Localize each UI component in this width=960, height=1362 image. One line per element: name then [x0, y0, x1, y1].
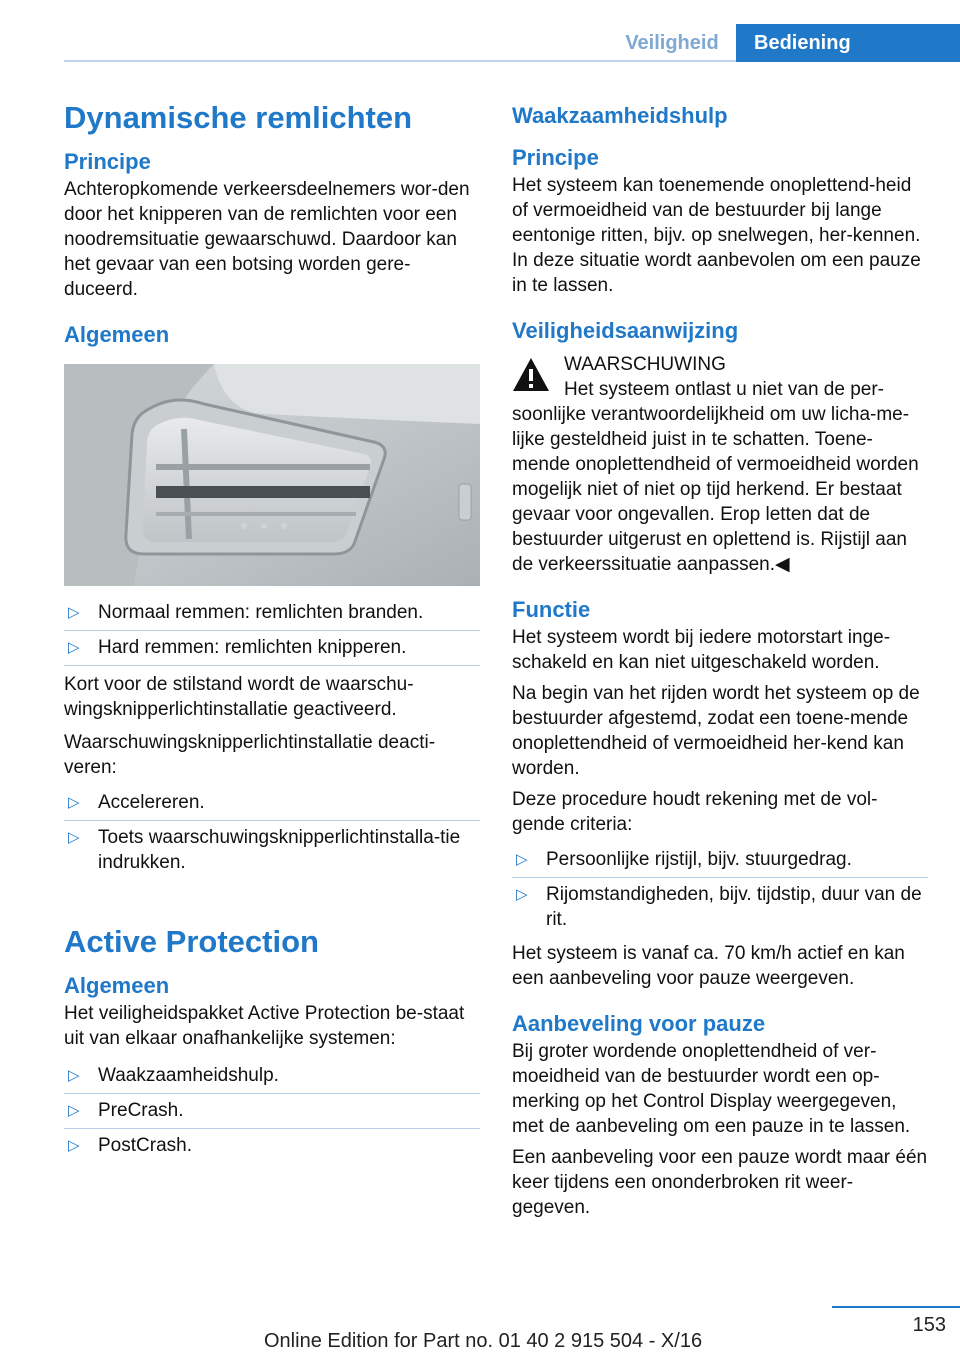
ap-algemeen-heading: Algemeen	[64, 973, 170, 998]
left-column	[64, 96, 480, 1163]
triangle-right-icon: ▷	[516, 886, 528, 903]
list-item: ▷ Toets waarschuwingsknipperlichtinstalla-tie indrukken.	[68, 827, 461, 873]
list-item: ▷ Hard remmen: remlichten knipperen.	[64, 631, 480, 666]
right-principe-heading: Principe	[512, 145, 599, 170]
header-tab-bediening[interactable]: Bediening	[736, 24, 960, 62]
functie-text-3: Deze procedure houdt rekening met de vol-gende criteria:	[512, 789, 878, 835]
pauze-text-2: Een aanbeveling voor een pauze wordt maar één keer tijdens een ononderbroken rit weer-gegeven.	[512, 1147, 928, 1218]
list-item: ▷ Normaal remmen: remlichten branden.	[64, 596, 480, 631]
ap-bullet-list	[64, 1059, 480, 1163]
deactiveren-text: Waarschuwingsknipperlichtinstallatie deacti-veren:	[64, 732, 436, 778]
functie-text-1: Het systeem wordt bij iedere motorstart inge-schakeld en kan niet uitgeschakeld worden.	[512, 627, 891, 673]
stilstand-text: Kort voor de stilstand wordt de waarschu-wingsknipperlichtinstallatie geactiveerd.	[64, 674, 414, 720]
veiligheidsaanwijzing-heading: Veiligheidsaanwijzing	[512, 318, 739, 343]
page-number: 153	[912, 1314, 946, 1336]
triangle-right-icon: ▷	[68, 1067, 80, 1084]
header-tab-veiligheid[interactable]: Veiligheid	[625, 32, 719, 54]
algemeen-heading: Algemeen	[64, 322, 170, 347]
brake-bullet-list	[64, 596, 480, 666]
tail-light-illustration	[64, 364, 480, 586]
edition-note: Online Edition for Part no. 01 40 2 915 504 - X/16	[264, 1330, 703, 1352]
triangle-right-icon: ▷	[68, 639, 80, 656]
triangle-right-icon: ▷	[68, 1102, 80, 1119]
right-column	[512, 96, 928, 1220]
functie-text-2: Na begin van het rijden wordt het systeem op de bestuurder afgestemd, zodat een toene-mende onoplettendheid of vermoeidheid her-kend kan worden.	[512, 683, 920, 779]
pauze-heading: Aanbeveling voor pauze	[512, 1011, 766, 1036]
list-item: ▷ PostCrash.	[68, 1135, 192, 1156]
section-title-dynamische-remlichten: Dynamische remlichten	[64, 100, 413, 135]
functie-text-4: Het systeem is vanaf ca. 70 km/h actief en kan een aanbeveling voor pauze weergeven.	[512, 943, 905, 989]
right-principe-text: Het systeem kan toenemende onoplettend-heid of vermoeidheid van de bestuurder bij lange eentonige ritten, bijv. op snelwegen, her-kennen. In deze situatie wordt aanbevolen om een pauze in te lassen.	[512, 175, 921, 296]
list-item: ▷ Rijomstandigheden, bijv. tijdstip, duur van de rit.	[516, 884, 922, 930]
functie-heading: Functie	[512, 597, 591, 622]
section-title-waakzaamheidshulp: Waakzaamheidshulp	[512, 103, 728, 128]
triangle-right-icon: ▷	[516, 851, 528, 868]
warning-text: soonlijke verantwoordelijkheid om uw licha-me-lijke gesteldheid juist in te schatten. Toene-mende onoplettendheid of vermoeidheid worden mogelijk niet of niet op tijd herkend. Er bestaat gevaar voor ongevallen. Erop letten dat de bestuurder uitgerust en oplettend is. Rijstijl aan de verkeerssituatie aanpassen.◀	[512, 404, 919, 575]
warning-label: WAARSCHUWING	[564, 354, 726, 375]
list-item: ▷ Waakzaamheidshulp.	[64, 1059, 480, 1094]
list-item: ▷ PreCrash.	[64, 1094, 480, 1129]
warning-triangle-icon	[512, 356, 550, 394]
deactivate-bullet-list	[64, 786, 480, 880]
triangle-right-icon: ▷	[68, 604, 80, 621]
section-title-active-protection: Active Protection	[64, 924, 319, 959]
triangle-right-icon: ▷	[68, 1137, 80, 1154]
triangle-right-icon: ▷	[68, 829, 80, 846]
principe-text: Achteropkomende verkeersdeelnemers wor-den door het knipperen van de remlichten voor een noodremsituatie gewaarschuwd. Daardoor kan het gevaar van een botsing worden gere-duceerd.	[64, 179, 470, 300]
footer-rule	[832, 1306, 960, 1308]
pauze-text-1: Bij groter wordende onoplettendheid of ver-moeidheid van de bestuurder wordt een op-merking op het Control Display weergegeven, met de aanbeveling om een pauze in te lassen.	[512, 1041, 911, 1137]
criteria-bullet-list	[512, 843, 928, 937]
principe-heading: Principe	[64, 149, 151, 174]
list-item: ▷ Accelereren.	[64, 786, 480, 821]
warning-block	[512, 352, 928, 577]
list-item: ▷ Persoonlijke rijstijl, bijv. stuurgedrag.	[512, 843, 928, 878]
tail-light-image	[64, 364, 480, 586]
triangle-right-icon: ▷	[68, 794, 80, 811]
warning-first-line: Het systeem ontlast u niet van de per-	[564, 379, 884, 400]
ap-text: Het veiligheidspakket Active Protection be-staat uit van elkaar onafhankelijke systemen:	[64, 1003, 465, 1049]
